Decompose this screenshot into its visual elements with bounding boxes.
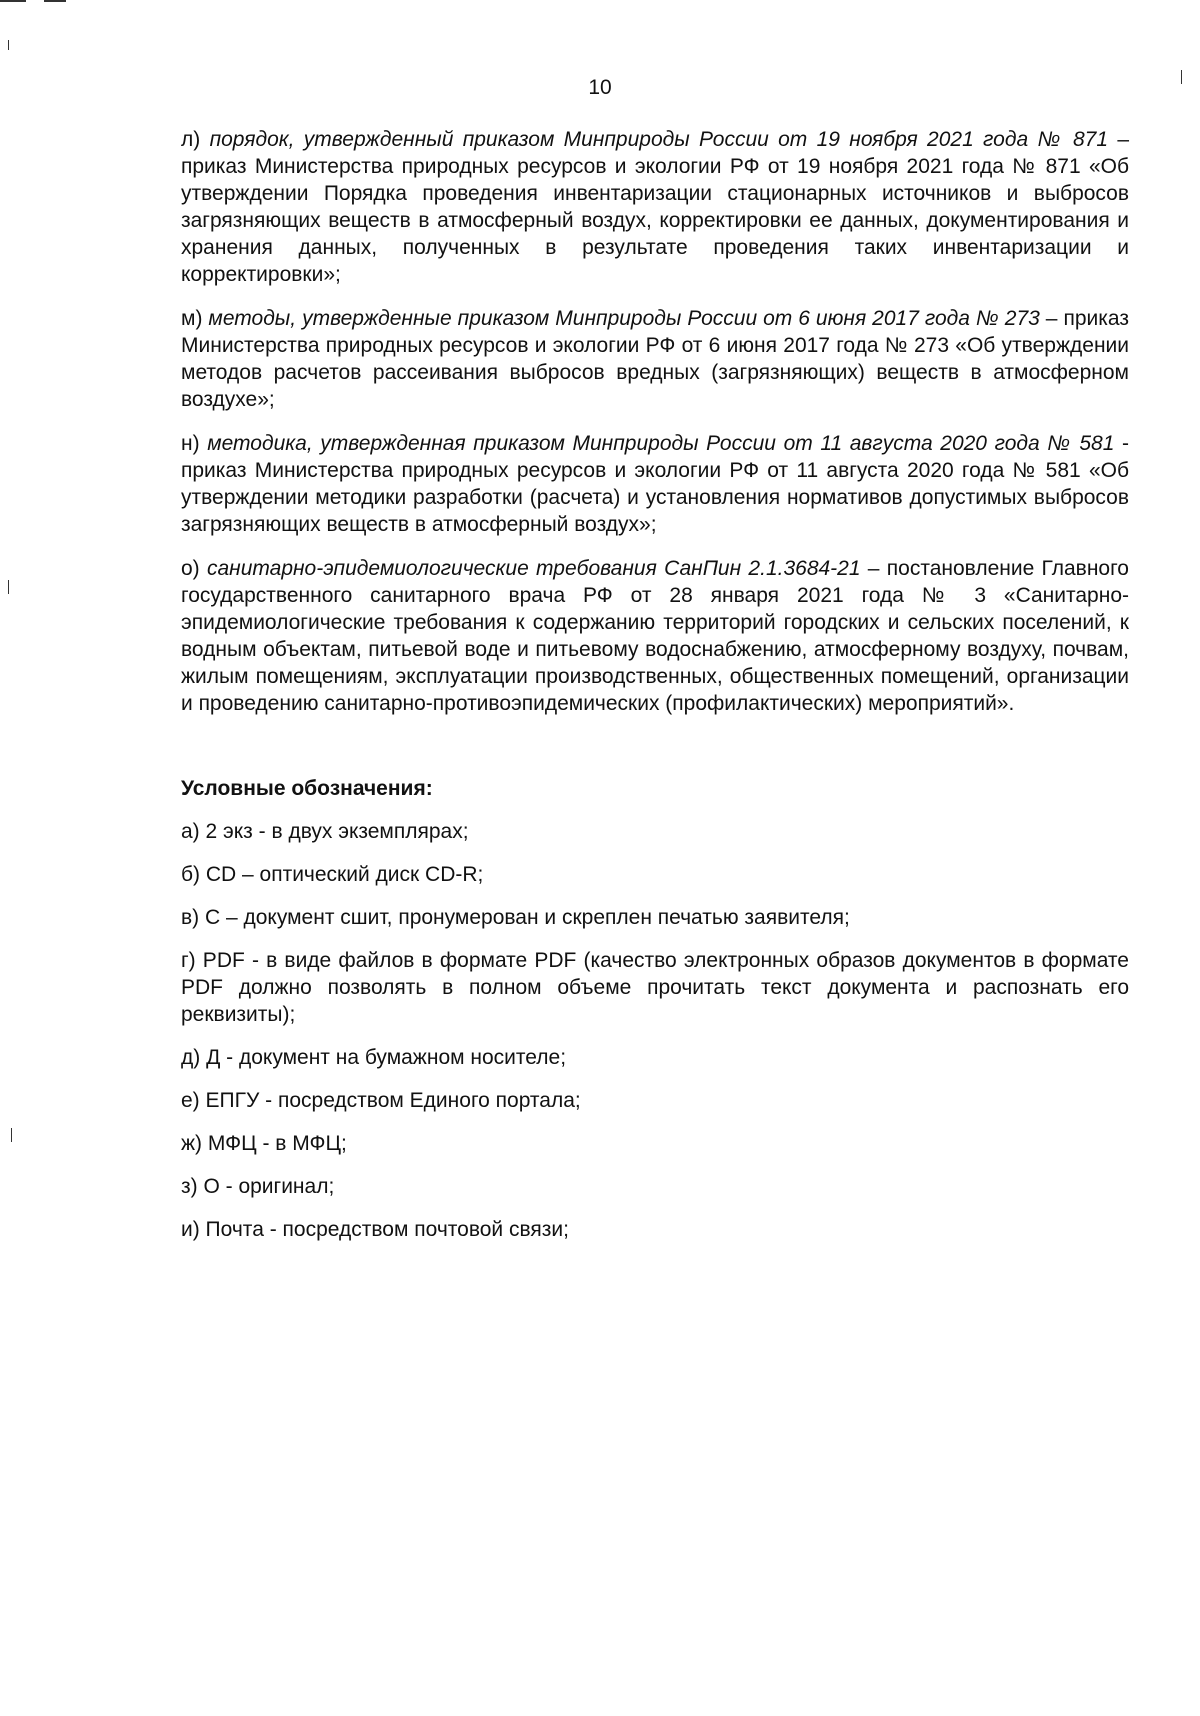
legend-item: б) CD – оптический диск CD-R;	[181, 863, 484, 886]
definition-l	[181, 126, 1129, 288]
definition-text: – приказ Министерства природных ресурсов и экологии РФ от 19 ноября 2021 года № 871 «Об утверждении Порядка проведения инвентаризации стационарных источников и выбросов загрязняющих веществ в атмосферный воздух, корректировки ее данных, документирования и хранения данных, полученных в результате проведения таких инвентаризации и корректировки»;	[181, 128, 1129, 286]
page-number: 10	[588, 76, 612, 99]
definition-term: методика, утвержденная приказом Минприроды России от 11 августа 2020 года № 581	[207, 432, 1115, 455]
definition-text: – постановление Главного государственного санитарного врача РФ от 28 января 2021 года № 3 «Санитарно-эпидемиологические требования к содержанию территорий городских и сельских поселений, к водным объектам, питьевой воде и питьевому водоснабжению, атмосферному воздуху, почвам, жилым помещениям, эксплуатации производственных, общественных помещений, организации и проведению санитарно-противоэпидемических (профилактических) мероприятий».	[181, 557, 1129, 715]
legend-item: е) ЕПГУ - посредством Единого портала;	[181, 1089, 581, 1112]
scan-mark	[8, 40, 9, 50]
scan-mark	[44, 0, 66, 2]
legend-item: д) Д - документ на бумажном носителе;	[181, 1046, 567, 1069]
legend-item: ж) МФЦ - в МФЦ;	[181, 1132, 347, 1155]
scan-mark	[0, 0, 26, 2]
definition-term: методы, утвержденные приказом Минприроды России от 6 июня 2017 года № 273	[208, 307, 1040, 330]
legend-title: Условные обозначения:	[181, 777, 433, 800]
definition-letter: л)	[181, 128, 201, 151]
definition-letter: о)	[181, 557, 200, 580]
legend-item: и) Почта - посредством почтовой связи;	[181, 1218, 569, 1241]
definition-letter: м)	[181, 307, 203, 330]
definition-term: санитарно-эпидемиологические требования СанПин 2.1.3684-21	[206, 557, 861, 580]
definition-term: порядок, утвержденный приказом Минприроды России от 19 ноября 2021 года № 871	[209, 128, 1109, 151]
definition-text: – приказ Министерства природных ресурсов и экологии РФ от 6 июня 2017 года № 273 «Об утверждении методов расчетов рассеивания выбросов вредных (загрязняющих) веществ в атмосферном воздухе»;	[181, 307, 1129, 411]
document-body	[181, 126, 1129, 1259]
definition-text: - приказ Министерства природных ресурсов и экологии РФ от 11 августа 2020 года № 581 «Об утверждении методики разработки (расчета) и установления нормативов допустимых выбросов загрязняющих веществ в атмосферный воздух»;	[181, 432, 1129, 536]
scan-mark	[11, 1128, 12, 1142]
definition-n	[181, 430, 1129, 538]
definition-o	[181, 555, 1129, 717]
legend-item: а) 2 экз - в двух экземплярах;	[181, 820, 469, 843]
legend-item: в) С – документ сшит, пронумерован и скреплен печатью заявителя;	[181, 906, 850, 929]
legend-item: з) О - оригинал;	[181, 1175, 335, 1198]
definition-letter: н)	[181, 432, 200, 455]
legend-item: г) PDF - в виде файлов в формате PDF (качество электронных образов документов в формате PDF должно позволять в полном объеме прочитать текст документа и распознать его реквизиты);	[181, 949, 1129, 1026]
scan-mark	[8, 580, 9, 594]
definition-m	[181, 305, 1129, 413]
